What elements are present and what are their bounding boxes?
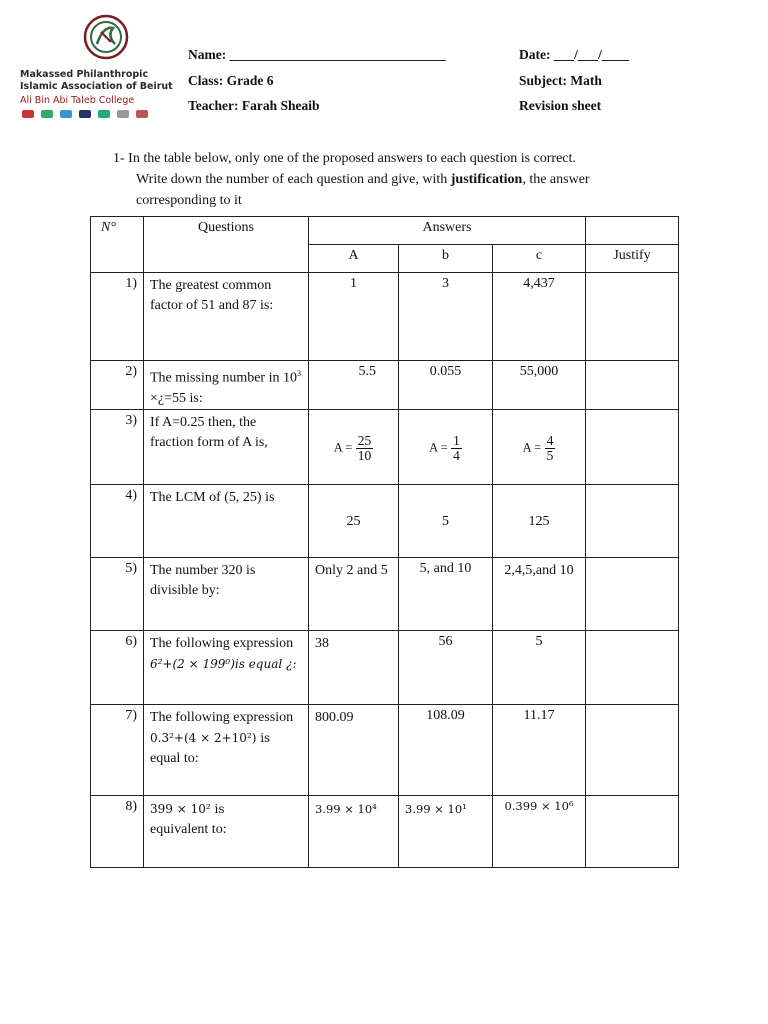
- justify-cell[interactable]: [586, 630, 679, 704]
- name-field-label: Name: ________________________________: [188, 47, 446, 62]
- answer-b: A = $\frac{1}{4}$: [399, 409, 493, 484]
- answer-a: 1: [309, 273, 399, 361]
- justify-cell[interactable]: [586, 361, 679, 410]
- answer-a: 38: [309, 630, 399, 704]
- partner-logo-icon: [136, 110, 148, 118]
- partner-logo-icon: [79, 110, 91, 118]
- justify-cell[interactable]: [586, 557, 679, 630]
- justify-cell[interactable]: [586, 273, 679, 361]
- instruction-line-1: 1- In the table below, only one of the proposed answers to each question is correct.: [113, 151, 576, 166]
- question-number: 2): [91, 361, 144, 410]
- school-name-line-3: Ali Bin Abi Taleb College: [20, 95, 135, 106]
- header-option-a: A: [309, 245, 399, 273]
- question-number: 6): [91, 630, 144, 704]
- answer-b: 3.99 × 10¹: [399, 795, 493, 867]
- question-text: The following expression 0.3²+(4 × 2+10²) is equal to:: [144, 704, 309, 795]
- answer-c: 125: [493, 484, 586, 557]
- answer-a: 5.5: [309, 361, 399, 410]
- header-justify: Justify: [586, 245, 679, 273]
- answer-b: 56: [399, 630, 493, 704]
- partner-logos: [22, 110, 148, 118]
- justify-cell[interactable]: [586, 795, 679, 867]
- answer-b: 5, and 10: [399, 557, 493, 630]
- school-name-line-2: Islamic Association of Beirut: [20, 81, 173, 92]
- question-number: 7): [91, 704, 144, 795]
- table-row: [91, 630, 679, 704]
- table-row: [91, 557, 679, 630]
- table-row: [91, 273, 679, 361]
- answer-a: 800.09: [309, 704, 399, 795]
- table-row: [91, 704, 679, 795]
- header-number: N°: [91, 217, 144, 273]
- question-text: 399 × 10² is equivalent to:: [144, 795, 309, 867]
- teacher-label: Teacher: Farah Sheaib: [188, 98, 320, 113]
- justify-cell[interactable]: [586, 409, 679, 484]
- table-row: [91, 795, 679, 867]
- question-number: 8): [91, 795, 144, 867]
- header-option-c: c: [493, 245, 586, 273]
- question-number: 3): [91, 409, 144, 484]
- question-text: The greatest common factor of 51 and 87 is:: [144, 273, 309, 361]
- question-number: 1): [91, 273, 144, 361]
- answer-a: 3.99 × 10⁴: [309, 795, 399, 867]
- date-field-label: Date: ___/___/____: [519, 47, 629, 62]
- question-text: The following expression 6²+(2 × 199⁰)is equal ¿:: [144, 630, 309, 704]
- instruction-line-2: Write down the number of each question and give, with justification, the answer: [136, 172, 590, 187]
- header-answers: Answers: [309, 217, 586, 245]
- answer-a: A = $\frac{25}{10}$: [309, 409, 399, 484]
- answer-b: 0.055: [399, 361, 493, 410]
- justify-cell[interactable]: [586, 484, 679, 557]
- answer-c: 55,000: [493, 361, 586, 410]
- answer-c: 2,4,5,and 10: [493, 557, 586, 630]
- header-blank: [586, 217, 679, 245]
- answer-a: Only 2 and 5: [309, 557, 399, 630]
- answer-a: 25: [309, 484, 399, 557]
- question-number: 4): [91, 484, 144, 557]
- table-row: [91, 409, 679, 484]
- header-questions: Questions: [144, 217, 309, 273]
- partner-logo-icon: [117, 110, 129, 118]
- question-text: The LCM of (5, 25) is: [144, 484, 309, 557]
- table-row: [91, 484, 679, 557]
- table-row: [91, 361, 679, 410]
- answer-c: A = $\frac{4}{5}$: [493, 409, 586, 484]
- justify-cell[interactable]: [586, 704, 679, 795]
- mcq-table: [90, 216, 679, 868]
- question-text: The missing number in $10^3$ ×¿=55 is:: [144, 361, 309, 410]
- answer-c: 4,437: [493, 273, 586, 361]
- class-label: Class: Grade 6: [188, 73, 274, 88]
- header-option-b: b: [399, 245, 493, 273]
- answer-b: 3: [399, 273, 493, 361]
- question-instructions: [113, 148, 590, 211]
- partner-logo-icon: [60, 110, 72, 118]
- instruction-line-3: corresponding to it: [136, 193, 242, 208]
- question-text: The number 320 is divisible by:: [144, 557, 309, 630]
- school-emblem-icon: [83, 14, 129, 60]
- answer-c: 11.17: [493, 704, 586, 795]
- school-name-line-1: Makassed Philanthropic: [20, 69, 149, 80]
- answer-b: 108.09: [399, 704, 493, 795]
- question-text: If A=0.25 then, the fraction form of A is,: [144, 409, 309, 484]
- answer-b: 5: [399, 484, 493, 557]
- subject-label: Subject: Math: [519, 73, 602, 88]
- partner-logo-icon: [41, 110, 53, 118]
- question-number: 5): [91, 557, 144, 630]
- partner-logo-icon: [98, 110, 110, 118]
- sheet-type-label: Revision sheet: [519, 98, 602, 113]
- answer-c: 0.399 × 10⁶: [493, 795, 586, 867]
- answer-c: 5: [493, 630, 586, 704]
- justification-emphasis: justification: [450, 172, 523, 187]
- partner-logo-icon: [22, 110, 34, 118]
